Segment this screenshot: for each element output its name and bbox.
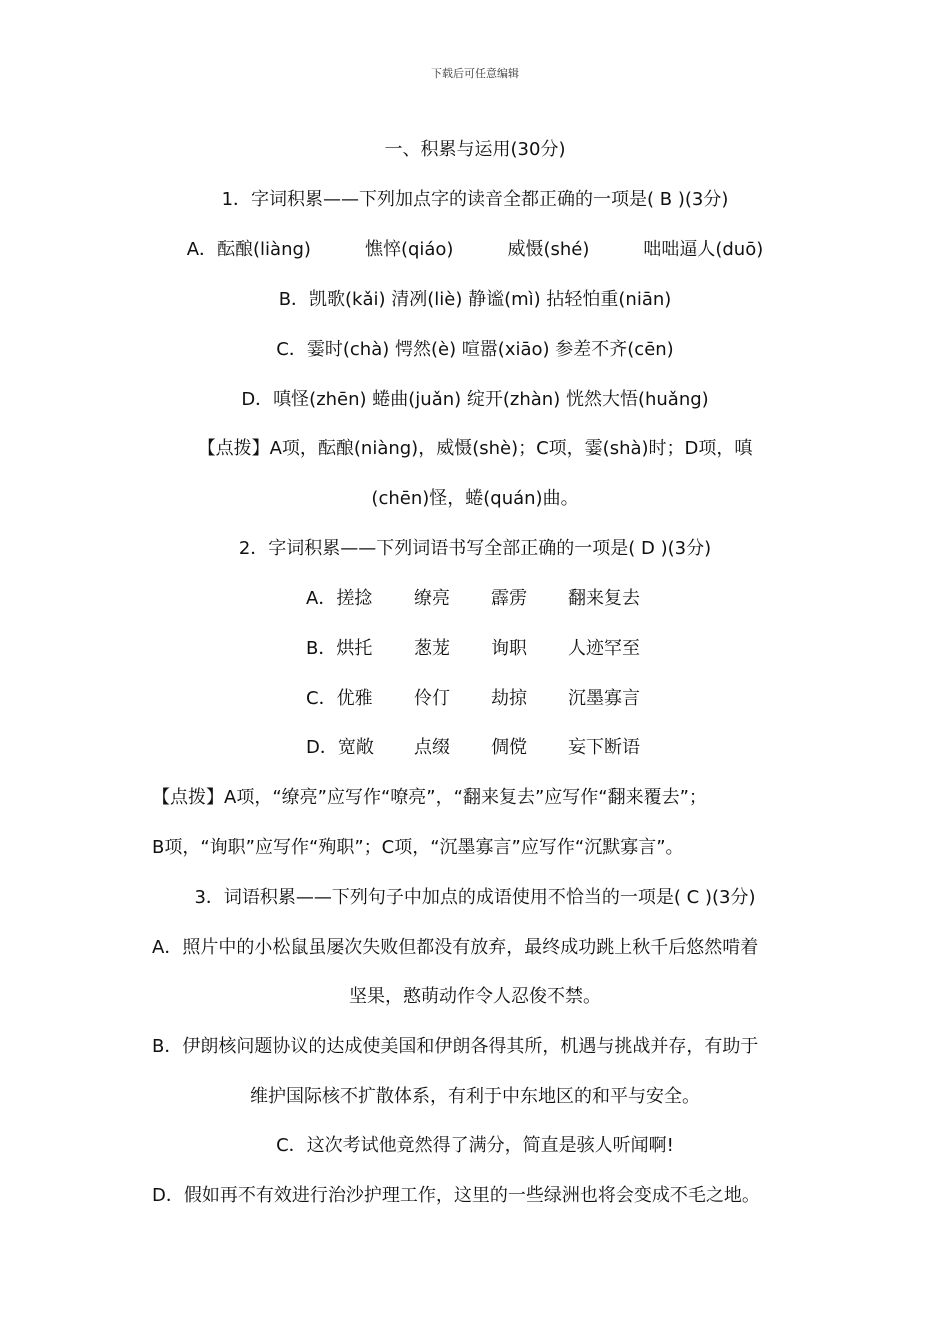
q3-option-d: D．假如再不有效进行治沙护理工作，这里的一些绿洲也将会变成不毛之地。 [152,1185,760,1206]
q1-option-d: D．嗔怪(zhēn) 蜷曲(juǎn) 绽开(zhàn) 恍然大悟(huǎng) [241,389,709,410]
section-title: 一、积累与运用(30分) [384,139,566,160]
q2-option-d-word-3: 倜傥 [491,737,527,758]
q2-option-a-word-3: 霹雳 [491,588,527,609]
q1-stem: 1．字词积累——下列加点字的读音全都正确的一项是( B )(3分) [221,189,729,210]
q3-option-a-line1: A．照片中的小松鼠虽屡次失败但都没有放弃，最终成功跳上秋千后悠然啃着 [152,937,759,958]
q3-option-a-line2: 坚果，憨萌动作令人忍俊不禁。 [349,986,601,1007]
q2-option-b-word-4: 人迹罕至 [568,638,640,659]
q2-option-b-word-2: 葱茏 [414,638,450,659]
q3-option-c: C．这次考试他竟然得了满分，简直是骇人听闻啊! [276,1135,674,1156]
q3-stem: 3．词语积累——下列句子中加点的成语使用不恰当的一项是( C )(3分) [194,887,756,908]
q1-option-c: C．霎时(chà) 愕然(è) 喧嚣(xiāo) 参差不齐(cēn) [276,339,674,360]
q1-hint-line1: 【点拨】A项，酝酿(niàng)，威慑(shè)；C项，霎(shà)时；D项，嗔 [197,438,753,459]
q2-option-b-word-1: B．烘托 [306,638,373,659]
q2-hint-line1: 【点拨】A项，“缭亮”应写作“嘹亮”，“翻来复去”应写作“翻来覆去”； [152,787,707,808]
q2-option-c-word-4: 沉墨寡言 [568,688,640,709]
q2-option-c-word-3: 劫掠 [491,688,527,709]
q2-option-b-word-3: 询职 [491,638,527,659]
q1-hint-line2: (chēn)怪，蜷(quán)曲。 [371,488,579,509]
q2-option-c-word-2: 伶仃 [414,688,450,709]
q2-option-a-word-2: 缭亮 [414,588,450,609]
q2-stem: 2．字词积累——下列词语书写全部正确的一项是( D )(3分) [238,538,712,559]
q1-option-a: A．酝酿(liàng) 憔悴(qiáo) 威慑(shé) 咄咄逼人(duō) [186,239,764,260]
q2-option-c-word-1: C．优雅 [306,688,373,709]
q2-option-d-word-1: D．宽敞 [306,737,374,758]
q2-option-d-word-2: 点缀 [414,737,450,758]
q1-option-b: B．凯歌(kǎi) 清冽(liè) 静谧(mì) 拈轻怕重(niān) [278,289,672,310]
page-header: 下载后可任意编辑 [431,67,519,80]
q2-option-d-word-4: 妄下断语 [568,737,640,758]
q2-hint-line2: B项，“询职”应写作“殉职”；C项，“沉墨寡言”应写作“沉默寡言”。 [152,837,684,858]
q3-option-b-line1: B．伊朗核问题协议的达成使美国和伊朗各得其所，机遇与挑战并存，有助于 [152,1036,759,1057]
q2-option-a-word-4: 翻来复去 [568,588,640,609]
q3-option-b-line2: 维护国际核不扩散体系，有利于中东地区的和平与安全。 [250,1086,700,1107]
q2-option-a-word-1: A．搓捻 [306,588,373,609]
